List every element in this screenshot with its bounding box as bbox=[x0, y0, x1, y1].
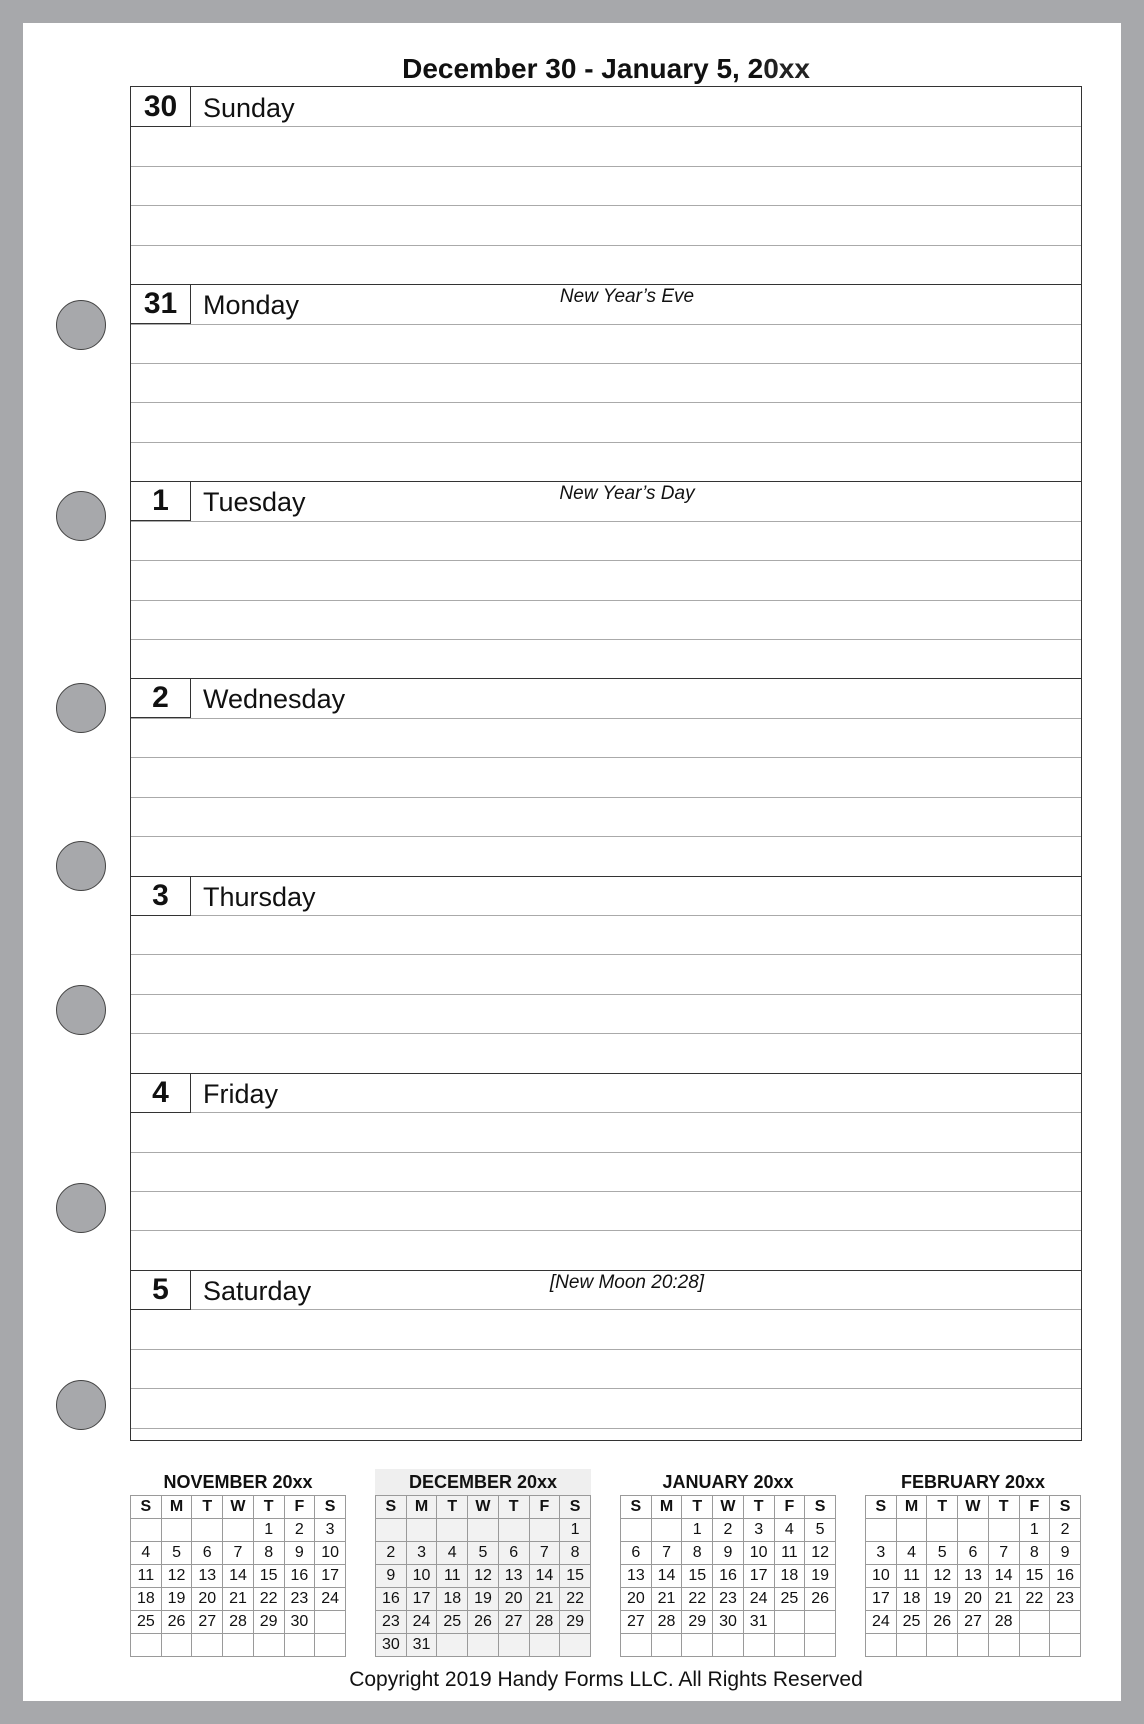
weekday-header: S bbox=[376, 1496, 407, 1519]
date-cell: 12 bbox=[161, 1565, 192, 1588]
date-cell bbox=[468, 1519, 499, 1542]
date-cell: 10 bbox=[743, 1542, 774, 1565]
weekday-header: W bbox=[958, 1496, 989, 1519]
writing-line[interactable] bbox=[131, 836, 1081, 837]
date-cell: 19 bbox=[161, 1588, 192, 1611]
week-row bbox=[866, 1588, 1081, 1611]
date-cell: 25 bbox=[896, 1611, 927, 1634]
copyright-text: Copyright 2019 Handy Forms LLC. All Rights Reserved bbox=[349, 1668, 863, 1691]
binder-hole bbox=[56, 985, 106, 1035]
writing-line[interactable] bbox=[131, 1428, 1081, 1429]
date-cell bbox=[1019, 1634, 1050, 1657]
weekday-header: M bbox=[161, 1496, 192, 1519]
date-cell bbox=[805, 1634, 836, 1657]
date-cell: 4 bbox=[774, 1519, 805, 1542]
date-cell: 1 bbox=[682, 1519, 713, 1542]
writing-line[interactable] bbox=[131, 1152, 1081, 1153]
weekday-header: M bbox=[406, 1496, 437, 1519]
writing-line[interactable] bbox=[131, 402, 1081, 403]
week-row bbox=[621, 1519, 836, 1542]
weekday-header: F bbox=[284, 1496, 315, 1519]
mini-calendar-table bbox=[130, 1495, 346, 1657]
writing-line[interactable] bbox=[131, 954, 1081, 955]
date-cell: 18 bbox=[437, 1588, 468, 1611]
date-cell: 19 bbox=[927, 1588, 958, 1611]
week-row bbox=[866, 1611, 1081, 1634]
date-cell: 24 bbox=[315, 1588, 346, 1611]
date-cell: 26 bbox=[805, 1588, 836, 1611]
date-cell: 26 bbox=[161, 1611, 192, 1634]
writing-line[interactable] bbox=[131, 1388, 1081, 1389]
date-cell: 28 bbox=[223, 1611, 254, 1634]
date-cell: 27 bbox=[192, 1611, 223, 1634]
date-cell bbox=[376, 1519, 407, 1542]
writing-line[interactable] bbox=[131, 757, 1081, 758]
date-cell: 30 bbox=[713, 1611, 744, 1634]
date-cell: 1 bbox=[1019, 1519, 1050, 1542]
date-cell: 13 bbox=[621, 1565, 652, 1588]
date-cell bbox=[621, 1519, 652, 1542]
week-row bbox=[621, 1611, 836, 1634]
date-cell: 16 bbox=[376, 1588, 407, 1611]
date-cell: 18 bbox=[896, 1588, 927, 1611]
date-cell bbox=[651, 1519, 682, 1542]
week-row bbox=[376, 1588, 591, 1611]
date-cell: 3 bbox=[315, 1519, 346, 1542]
date-cell bbox=[406, 1519, 437, 1542]
date-cell bbox=[774, 1611, 805, 1634]
week-row bbox=[866, 1634, 1081, 1657]
date-cell: 14 bbox=[651, 1565, 682, 1588]
date-cell: 13 bbox=[958, 1565, 989, 1588]
week-row bbox=[866, 1542, 1081, 1565]
date-cell: 2 bbox=[376, 1542, 407, 1565]
weekday-header: W bbox=[713, 1496, 744, 1519]
date-cell bbox=[1019, 1611, 1050, 1634]
weekday-header: F bbox=[774, 1496, 805, 1519]
date-cell bbox=[682, 1634, 713, 1657]
date-cell: 17 bbox=[406, 1588, 437, 1611]
day-number: 5 bbox=[131, 1270, 191, 1310]
date-cell: 3 bbox=[406, 1542, 437, 1565]
writing-line[interactable] bbox=[131, 994, 1081, 995]
day-number: 31 bbox=[131, 284, 191, 324]
date-cell: 5 bbox=[805, 1519, 836, 1542]
week-row bbox=[131, 1565, 346, 1588]
mini-calendar-title: JANUARY 20xx bbox=[662, 1472, 794, 1492]
date-cell bbox=[131, 1519, 162, 1542]
mini-calendar-title: DECEMBER 20xx bbox=[375, 1469, 591, 1495]
date-cell bbox=[743, 1634, 774, 1657]
date-cell bbox=[223, 1634, 254, 1657]
writing-line[interactable] bbox=[131, 560, 1081, 561]
date-cell: 2 bbox=[284, 1519, 315, 1542]
date-cell: 27 bbox=[958, 1611, 989, 1634]
date-cell: 15 bbox=[1019, 1565, 1050, 1588]
day-name: Friday bbox=[203, 1078, 279, 1109]
week-row bbox=[376, 1542, 591, 1565]
date-cell bbox=[1050, 1634, 1081, 1657]
date-cell: 21 bbox=[529, 1588, 560, 1611]
date-cell bbox=[805, 1611, 836, 1634]
weekday-header: W bbox=[468, 1496, 499, 1519]
weekday-header-row bbox=[131, 1496, 346, 1519]
date-cell: 20 bbox=[192, 1588, 223, 1611]
writing-line[interactable] bbox=[131, 600, 1081, 601]
weekday-header: F bbox=[529, 1496, 560, 1519]
date-cell: 6 bbox=[192, 1542, 223, 1565]
date-cell bbox=[437, 1634, 468, 1657]
weekday-header: S bbox=[315, 1496, 346, 1519]
date-cell bbox=[315, 1634, 346, 1657]
date-cell: 5 bbox=[468, 1542, 499, 1565]
date-cell: 29 bbox=[560, 1611, 591, 1634]
date-cell: 20 bbox=[958, 1588, 989, 1611]
weekday-header: T bbox=[988, 1496, 1019, 1519]
day-number: 30 bbox=[131, 87, 191, 127]
writing-line[interactable] bbox=[131, 205, 1081, 206]
date-cell: 21 bbox=[651, 1588, 682, 1611]
date-cell bbox=[651, 1634, 682, 1657]
title-suffix: 0xx bbox=[763, 53, 810, 84]
mini-calendar-november bbox=[130, 1469, 346, 1657]
weekday-header: S bbox=[131, 1496, 162, 1519]
date-cell: 23 bbox=[1050, 1588, 1081, 1611]
date-cell bbox=[958, 1634, 989, 1657]
date-cell: 20 bbox=[621, 1588, 652, 1611]
date-cell: 9 bbox=[1050, 1542, 1081, 1565]
weekday-header-row bbox=[621, 1496, 836, 1519]
date-cell: 25 bbox=[131, 1611, 162, 1634]
date-cell: 8 bbox=[1019, 1542, 1050, 1565]
weekday-header: S bbox=[560, 1496, 591, 1519]
date-cell bbox=[713, 1634, 744, 1657]
day-number: 3 bbox=[131, 876, 191, 916]
weekday-header: T bbox=[437, 1496, 468, 1519]
date-cell bbox=[866, 1519, 897, 1542]
week-row bbox=[621, 1542, 836, 1565]
date-cell: 4 bbox=[896, 1542, 927, 1565]
date-cell: 9 bbox=[713, 1542, 744, 1565]
writing-line[interactable] bbox=[131, 442, 1081, 443]
weekday-header: S bbox=[866, 1496, 897, 1519]
date-cell: 27 bbox=[498, 1611, 529, 1634]
week-row bbox=[131, 1542, 346, 1565]
date-cell bbox=[192, 1634, 223, 1657]
week-row bbox=[621, 1588, 836, 1611]
weekday-header: S bbox=[621, 1496, 652, 1519]
holiday-note: New Year’s Day bbox=[559, 483, 695, 505]
date-cell bbox=[560, 1634, 591, 1657]
mini-calendar-table bbox=[865, 1495, 1081, 1657]
date-cell: 12 bbox=[805, 1542, 836, 1565]
binder-hole bbox=[56, 841, 106, 891]
date-cell bbox=[161, 1634, 192, 1657]
date-cell: 22 bbox=[682, 1588, 713, 1611]
date-cell: 6 bbox=[958, 1542, 989, 1565]
date-cell: 21 bbox=[988, 1588, 1019, 1611]
weekday-header: M bbox=[896, 1496, 927, 1519]
date-cell: 14 bbox=[988, 1565, 1019, 1588]
date-cell: 31 bbox=[406, 1634, 437, 1657]
date-cell bbox=[896, 1519, 927, 1542]
date-cell: 30 bbox=[284, 1611, 315, 1634]
date-cell: 16 bbox=[1050, 1565, 1081, 1588]
date-cell bbox=[1050, 1611, 1081, 1634]
binder-hole bbox=[56, 1380, 106, 1430]
date-cell bbox=[437, 1519, 468, 1542]
date-cell: 19 bbox=[805, 1565, 836, 1588]
date-cell: 5 bbox=[161, 1542, 192, 1565]
date-cell: 10 bbox=[315, 1542, 346, 1565]
date-cell: 11 bbox=[131, 1565, 162, 1588]
date-cell: 14 bbox=[223, 1565, 254, 1588]
week-row bbox=[376, 1565, 591, 1588]
day-number: 2 bbox=[131, 678, 191, 718]
date-cell: 23 bbox=[284, 1588, 315, 1611]
date-cell: 23 bbox=[713, 1588, 744, 1611]
date-cell: 26 bbox=[927, 1611, 958, 1634]
date-cell: 12 bbox=[927, 1565, 958, 1588]
date-cell bbox=[988, 1519, 1019, 1542]
weekday-header-row bbox=[866, 1496, 1081, 1519]
date-cell bbox=[223, 1519, 254, 1542]
weekday-header: T bbox=[253, 1496, 284, 1519]
date-cell: 23 bbox=[376, 1611, 407, 1634]
date-cell: 13 bbox=[498, 1565, 529, 1588]
date-cell bbox=[927, 1519, 958, 1542]
date-cell: 15 bbox=[560, 1565, 591, 1588]
date-cell bbox=[958, 1519, 989, 1542]
date-cell: 11 bbox=[437, 1565, 468, 1588]
date-cell: 7 bbox=[988, 1542, 1019, 1565]
weekday-header: S bbox=[805, 1496, 836, 1519]
mini-calendar-table bbox=[375, 1495, 591, 1657]
date-cell bbox=[621, 1634, 652, 1657]
date-cell bbox=[192, 1519, 223, 1542]
mini-calendar-january bbox=[620, 1469, 836, 1657]
date-cell: 26 bbox=[468, 1611, 499, 1634]
date-cell bbox=[774, 1634, 805, 1657]
writing-line[interactable] bbox=[131, 797, 1081, 798]
mini-calendar-december bbox=[375, 1469, 591, 1657]
weekday-header: T bbox=[192, 1496, 223, 1519]
mini-calendar-february bbox=[865, 1469, 1081, 1657]
date-cell: 24 bbox=[743, 1588, 774, 1611]
date-cell: 4 bbox=[131, 1542, 162, 1565]
week-row bbox=[131, 1634, 346, 1657]
page-title bbox=[23, 53, 1144, 85]
date-cell bbox=[866, 1634, 897, 1657]
date-cell: 10 bbox=[406, 1565, 437, 1588]
date-cell bbox=[529, 1634, 560, 1657]
week-row bbox=[866, 1565, 1081, 1588]
date-cell: 22 bbox=[560, 1588, 591, 1611]
date-cell: 8 bbox=[682, 1542, 713, 1565]
date-cell: 8 bbox=[253, 1542, 284, 1565]
weekday-header: M bbox=[651, 1496, 682, 1519]
week-row bbox=[131, 1588, 346, 1611]
date-cell: 27 bbox=[621, 1611, 652, 1634]
date-cell: 29 bbox=[253, 1611, 284, 1634]
week-row bbox=[376, 1519, 591, 1542]
date-cell: 28 bbox=[988, 1611, 1019, 1634]
date-cell: 10 bbox=[866, 1565, 897, 1588]
date-cell: 4 bbox=[437, 1542, 468, 1565]
week-row bbox=[131, 1519, 346, 1542]
day-name: Thursday bbox=[203, 881, 316, 912]
day-name: Monday bbox=[203, 290, 300, 321]
date-cell bbox=[896, 1634, 927, 1657]
weekday-header: F bbox=[1019, 1496, 1050, 1519]
day-name: Wednesday bbox=[203, 684, 346, 715]
planner-page bbox=[23, 23, 1121, 1701]
date-cell: 20 bbox=[498, 1588, 529, 1611]
date-cell bbox=[161, 1519, 192, 1542]
date-cell: 5 bbox=[927, 1542, 958, 1565]
date-cell: 17 bbox=[866, 1588, 897, 1611]
mini-calendar-title: NOVEMBER 20xx bbox=[163, 1472, 313, 1492]
day-name: Tuesday bbox=[203, 487, 306, 518]
date-cell: 9 bbox=[284, 1542, 315, 1565]
writing-line[interactable] bbox=[131, 245, 1081, 246]
day-name: Saturday bbox=[203, 1275, 312, 1306]
day-name: Sunday bbox=[203, 93, 295, 123]
mini-calendar-title: FEBRUARY 20xx bbox=[900, 1472, 1046, 1492]
date-cell bbox=[498, 1634, 529, 1657]
writing-line[interactable] bbox=[131, 166, 1081, 167]
weekday-header-row bbox=[376, 1496, 591, 1519]
writing-line[interactable] bbox=[131, 363, 1081, 364]
date-cell: 1 bbox=[253, 1519, 284, 1542]
writing-line[interactable] bbox=[131, 1191, 1081, 1192]
date-cell: 1 bbox=[560, 1519, 591, 1542]
date-cell: 15 bbox=[253, 1565, 284, 1588]
date-cell: 2 bbox=[713, 1519, 744, 1542]
date-cell: 30 bbox=[376, 1634, 407, 1657]
date-cell bbox=[131, 1634, 162, 1657]
date-cell: 22 bbox=[253, 1588, 284, 1611]
holiday-note: New Year’s Eve bbox=[559, 286, 695, 308]
date-cell: 28 bbox=[651, 1611, 682, 1634]
date-cell: 19 bbox=[468, 1588, 499, 1611]
date-cell bbox=[529, 1519, 560, 1542]
week-row bbox=[621, 1565, 836, 1588]
binder-hole bbox=[56, 683, 106, 733]
week-row bbox=[866, 1519, 1081, 1542]
weekday-header: T bbox=[743, 1496, 774, 1519]
date-cell: 3 bbox=[866, 1542, 897, 1565]
weekday-header: T bbox=[682, 1496, 713, 1519]
weekday-header: W bbox=[223, 1496, 254, 1519]
title-text: December 30 - January 5, 2 bbox=[402, 53, 764, 84]
weekday-header: T bbox=[498, 1496, 529, 1519]
writing-line[interactable] bbox=[131, 1033, 1081, 1034]
date-cell: 16 bbox=[284, 1565, 315, 1588]
week-row bbox=[376, 1634, 591, 1657]
date-cell: 11 bbox=[896, 1565, 927, 1588]
writing-line[interactable] bbox=[131, 1349, 1081, 1350]
week-row bbox=[621, 1634, 836, 1657]
date-cell: 25 bbox=[437, 1611, 468, 1634]
date-cell: 16 bbox=[713, 1565, 744, 1588]
date-cell bbox=[315, 1611, 346, 1634]
date-cell: 18 bbox=[131, 1588, 162, 1611]
date-cell: 28 bbox=[529, 1611, 560, 1634]
day-number: 4 bbox=[131, 1073, 191, 1113]
date-cell: 3 bbox=[743, 1519, 774, 1542]
binder-hole bbox=[56, 1183, 106, 1233]
date-cell: 22 bbox=[1019, 1588, 1050, 1611]
date-cell: 9 bbox=[376, 1565, 407, 1588]
date-cell: 15 bbox=[682, 1565, 713, 1588]
date-cell: 6 bbox=[621, 1542, 652, 1565]
date-cell: 13 bbox=[192, 1565, 223, 1588]
day-number: 1 bbox=[131, 481, 191, 521]
date-cell: 17 bbox=[315, 1565, 346, 1588]
date-cell: 25 bbox=[774, 1588, 805, 1611]
holiday-note: [New Moon 20:28] bbox=[549, 1271, 705, 1293]
writing-line[interactable] bbox=[131, 1230, 1081, 1231]
date-cell: 12 bbox=[468, 1565, 499, 1588]
date-cell: 7 bbox=[529, 1542, 560, 1565]
date-cell bbox=[253, 1634, 284, 1657]
date-cell bbox=[927, 1634, 958, 1657]
date-cell: 24 bbox=[866, 1611, 897, 1634]
date-cell: 14 bbox=[529, 1565, 560, 1588]
date-cell: 11 bbox=[774, 1542, 805, 1565]
date-cell: 17 bbox=[743, 1565, 774, 1588]
week-row bbox=[131, 1611, 346, 1634]
date-cell: 6 bbox=[498, 1542, 529, 1565]
date-cell: 8 bbox=[560, 1542, 591, 1565]
weekday-header: T bbox=[927, 1496, 958, 1519]
date-cell: 29 bbox=[682, 1611, 713, 1634]
date-cell bbox=[468, 1634, 499, 1657]
mini-calendar-table bbox=[620, 1495, 836, 1657]
week-row bbox=[376, 1611, 591, 1634]
writing-line[interactable] bbox=[131, 639, 1081, 640]
date-cell: 2 bbox=[1050, 1519, 1081, 1542]
date-cell: 18 bbox=[774, 1565, 805, 1588]
weekday-header: S bbox=[1050, 1496, 1081, 1519]
date-cell bbox=[284, 1634, 315, 1657]
date-cell: 24 bbox=[406, 1611, 437, 1634]
date-cell: 21 bbox=[223, 1588, 254, 1611]
date-cell: 7 bbox=[223, 1542, 254, 1565]
date-cell: 7 bbox=[651, 1542, 682, 1565]
date-cell bbox=[498, 1519, 529, 1542]
date-cell: 31 bbox=[743, 1611, 774, 1634]
date-cell bbox=[988, 1634, 1019, 1657]
